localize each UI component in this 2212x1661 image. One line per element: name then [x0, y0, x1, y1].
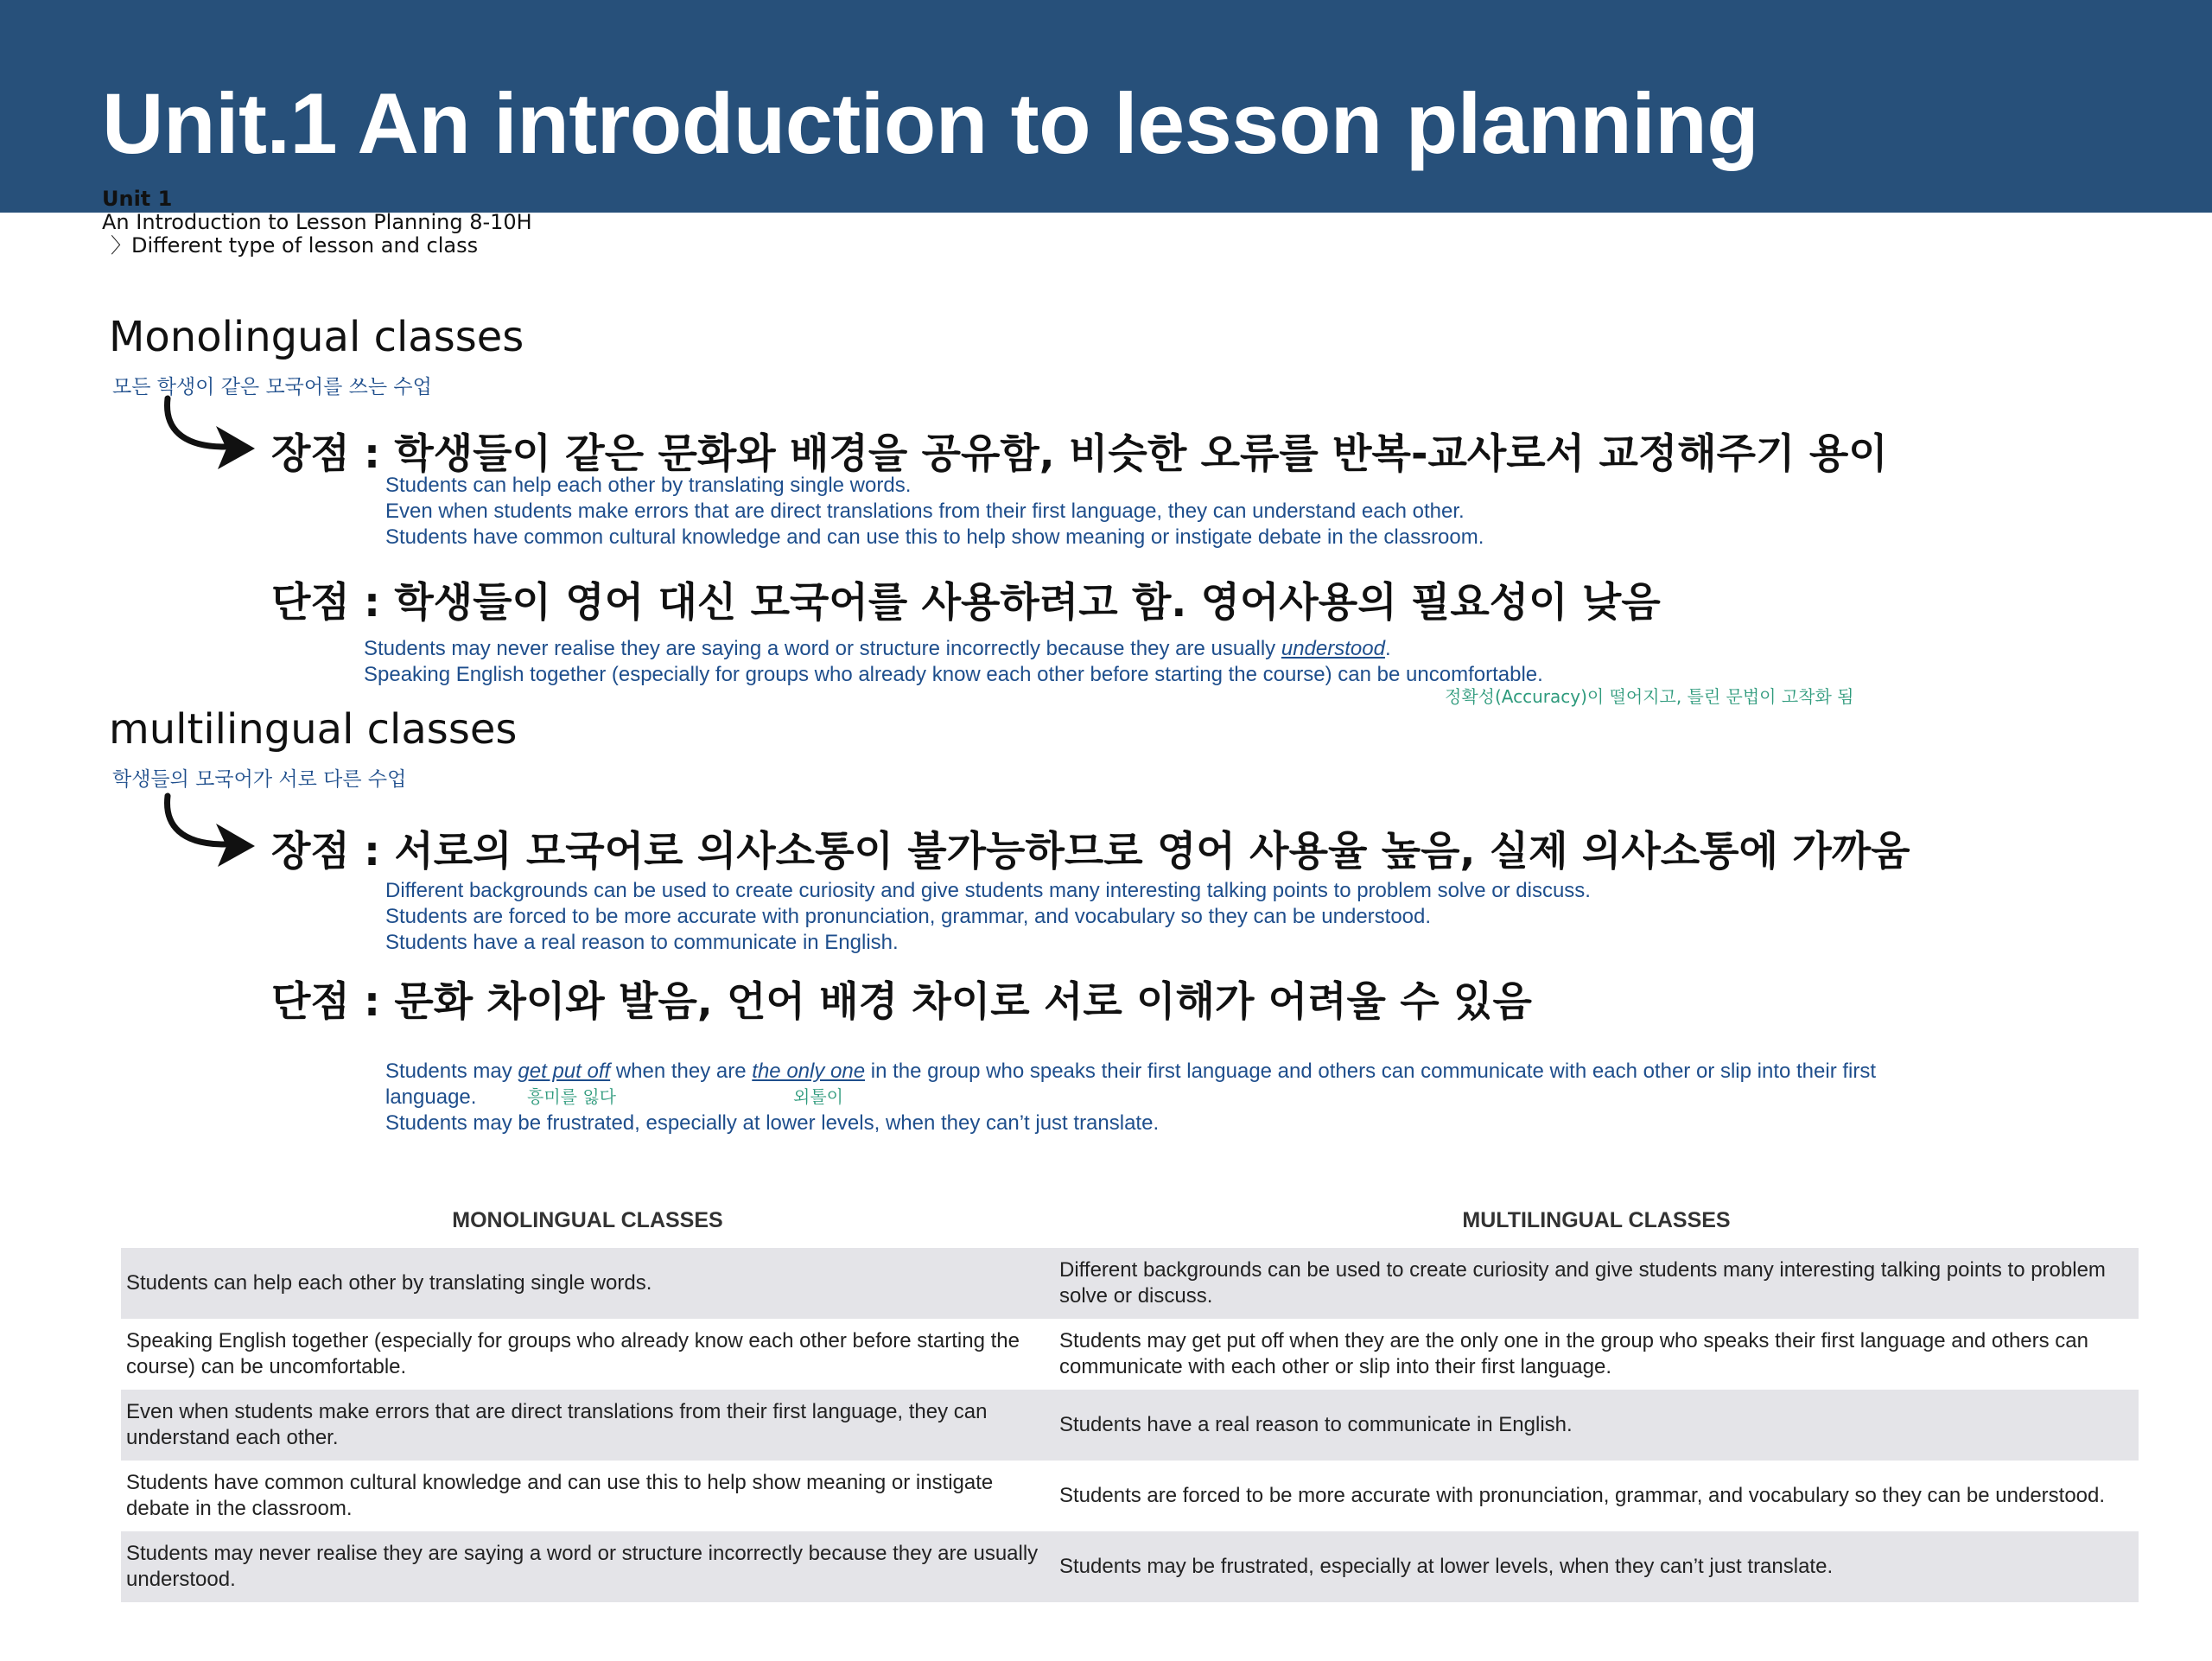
page-title: Unit.1 An introduction to lesson planning	[102, 75, 1759, 171]
monolingual-cons-label: 단점 : 학생들이 영어 대신 모국어를 사용하려고 함. 영어사용의 필요성이 낮음	[271, 579, 1661, 627]
monolingual-note: 정확성(Accuracy)이 떨어지고, 틀린 문법이 고착화 됨	[1445, 686, 1854, 707]
multilingual-note-2: 외톨이	[793, 1086, 843, 1107]
monolingual-con-1-text: Students may never realise they are saying a word or structure incorrectly because they are usually	[364, 637, 1281, 660]
table-header-multilingual: MULTILINGUAL CLASSES	[1462, 1207, 1731, 1232]
monolingual-subtitle: 모든 학생이 같은 모국어를 쓰는 수업	[112, 376, 432, 398]
breadcrumb-topic: 〉Different type of lesson and class	[111, 233, 479, 258]
multilingual-con-1-c: in the group who speaks their first language and others can communicate with each other or slip into their first	[865, 1060, 1877, 1083]
monolingual-con-1-end: .	[1384, 637, 1391, 660]
monolingual-pros-label: 장점 : 학생들이 같은 문화와 배경을 공유함, 비슷한 오류를 반복-교사로서 교정해주기 용이	[271, 430, 1888, 478]
table-row	[121, 1531, 2139, 1602]
multilingual-cons-label: 단점 : 문화 차이와 발음, 언어 배경 차이로 서로 이해가 어려울 수 있음	[271, 978, 1532, 1026]
table-cell: Speaking English together (especially for groups who already know each other before starting the course) can be uncomfortable.	[121, 1319, 1054, 1390]
table-row	[121, 1461, 2139, 1531]
multilingual-con-1-b: when they are	[610, 1060, 753, 1083]
table-cell: Students are forced to be more accurate with pronunciation, grammar, and vocabulary so they can be understood.	[1054, 1461, 2139, 1531]
table-cell: Different backgrounds can be used to create curiosity and give students many interesting talking points to problem solve or discuss.	[1054, 1248, 2139, 1319]
breadcrumb-unit: Unit 1	[102, 187, 173, 211]
multilingual-con-1-emphasis-2: the only one	[752, 1060, 866, 1083]
table-cell: Students have common cultural knowledge and can use this to help show meaning or instigate debate in the classroom.	[121, 1461, 1054, 1531]
monolingual-pro-3: Students have common cultural knowledge and can use this to help show meaning or instigate debate in the classroom.	[385, 525, 1484, 549]
arrow-icon	[156, 791, 268, 877]
multilingual-pro-3: Students have a real reason to communicate in English.	[385, 931, 899, 954]
multilingual-con-1	[385, 1059, 1876, 1085]
table-cell: Students have a real reason to communicate in English.	[1054, 1390, 2139, 1461]
monolingual-con-2: Speaking English together (especially for groups who already know each other before starting the course) can be uncomfortable.	[364, 663, 1543, 686]
table-row	[121, 1319, 2139, 1390]
multilingual-con-1-a: Students may	[385, 1060, 518, 1083]
multilingual-pro-2: Students are forced to be more accurate with pronunciation, grammar, and vocabulary so they can be understood.	[385, 905, 1432, 928]
title-banner	[0, 0, 2212, 213]
table-header-monolingual: MONOLINGUAL CLASSES	[452, 1207, 723, 1232]
table-header-row	[121, 1193, 2139, 1248]
multilingual-con-2: Students may be frustrated, especially at lower levels, when they can’t just translate.	[385, 1111, 1160, 1135]
breadcrumb-lesson: An Introduction to Lesson Planning 8-10H	[102, 210, 532, 234]
table-cell: Students can help each other by translating single words.	[121, 1248, 1054, 1319]
multilingual-note-1: 흥미를 잃다	[527, 1086, 616, 1107]
monolingual-pro-1: Students can help each other by translating single words.	[385, 474, 912, 497]
table-cell: Students may never realise they are saying a word or structure incorrectly because they are usually understood.	[121, 1531, 1054, 1602]
multilingual-con-1-cont: language.	[385, 1085, 477, 1109]
multilingual-subtitle: 학생들의 모국어가 서로 다른 수업	[112, 768, 407, 791]
table-row	[121, 1248, 2139, 1319]
multilingual-pros-label: 장점 : 서로의 모국어로 의사소통이 불가능하므로 영어 사용율 높음, 실제 의사소통에 가까움	[271, 828, 1910, 875]
table-cell: Students may be frustrated, especially at lower levels, when they can’t just translate.	[1054, 1531, 2139, 1602]
monolingual-con-1-emphasis: understood	[1281, 637, 1385, 660]
monolingual-heading: Monolingual classes	[109, 313, 524, 361]
table-row	[121, 1390, 2139, 1461]
multilingual-heading: multilingual classes	[109, 705, 518, 754]
multilingual-con-1-emphasis-1: get put off	[518, 1060, 611, 1083]
table-cell: Even when students make errors that are direct translations from their first language, they can understand each other.	[121, 1390, 1054, 1461]
monolingual-con-1	[364, 636, 1391, 662]
multilingual-pro-1: Different backgrounds can be used to create curiosity and give students many interesting talking points to problem solve or discuss.	[385, 879, 1591, 902]
comparison-table	[121, 1193, 2139, 1602]
arrow-icon	[156, 393, 268, 480]
monolingual-pro-2: Even when students make errors that are direct translations from their first language, they can understand each other.	[385, 500, 1465, 523]
table-cell: Students may get put off when they are the only one in the group who speaks their first language and others can communicate with each other or slip into their first language.	[1054, 1319, 2139, 1390]
